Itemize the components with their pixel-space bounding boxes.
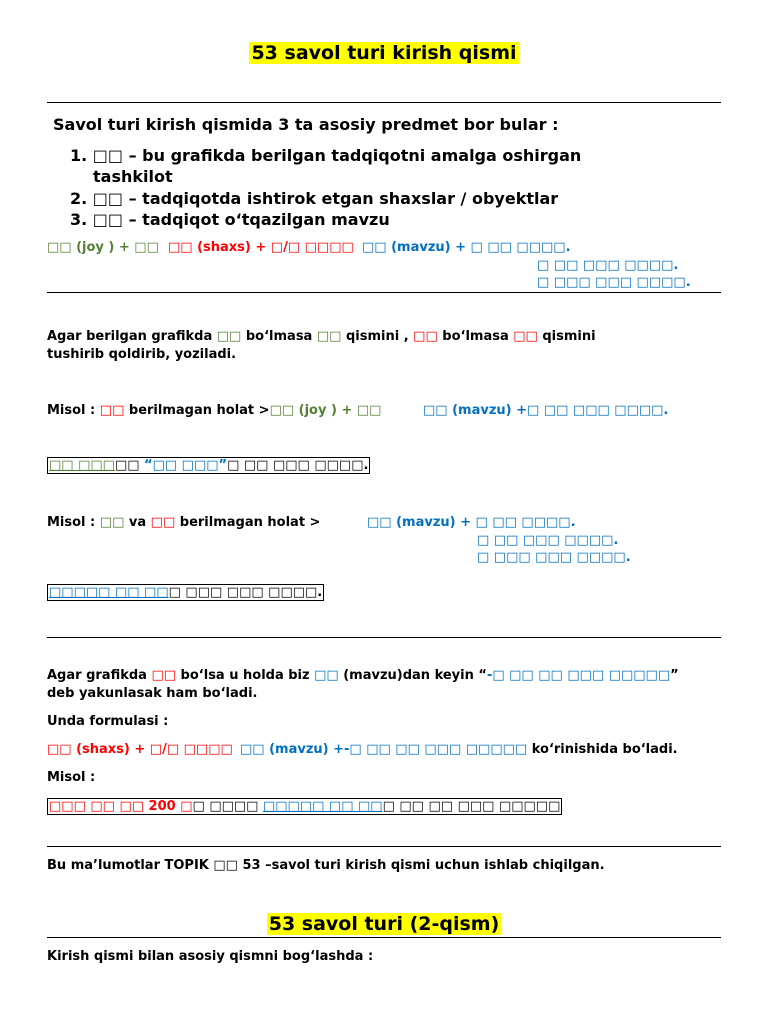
page-title: 53 savol turi kirish qismi [251,42,517,64]
example-2-alt1: □ □□ □□□ □□□□. [477,533,619,548]
example-sentence-box-1: □□ □□□□□ “□□ □□□”□ □□ □□□ □□□□. [49,458,369,473]
example-1: Misol : □□ berilmagan holat >□□ (joy ) + □□ [47,403,382,418]
divider [47,102,721,103]
intro-text: Savol turi kirish qismida 3 ta asosiy predmet bor bular : [53,115,559,134]
example-1-mavzu: □□ (mavzu) +□ □□ □□□ □□□□. [423,403,669,418]
divider [47,292,721,293]
example-sentence-box-3: □□□ □□ □□ 200 □□ □□□□ □□□□□ □□ □□□ □□ □□ □□□ □□□□□ [49,799,561,814]
paragraph-2: Agar grafikda □□ bo‘lsa u holda biz □□ (mavzu)dan keyin “-□ □□ □□ □□□ □□□□□” [47,668,679,683]
list-item-2: 2. □□ – tadqiqotda ishtirok etgan shaxslar / obyektlar [70,189,559,208]
last-line: Kirish qismi bilan asosiy qismni bog‘lashda : [47,949,374,964]
example-sentence-box-2: □□□□□ □□ □□□ □□□ □□□ □□□□. [49,585,323,600]
paragraph-1-line2: tushirib qoldirib, yoziladi. [47,347,237,362]
example-2-alt2: □ □□□ □□□ □□□□. [477,550,631,565]
formula-label: Unda formulasi : [47,714,169,729]
example-2-mavzu: □□ (mavzu) + □ □□ □□□□. [367,515,576,530]
formula1-alt1: □ □□ □□□ □□□□. [537,258,679,273]
divider [47,937,721,938]
formula1-mavzu: □□ (mavzu) + □ □□ □□□□. [362,240,571,255]
divider [47,846,721,847]
formula2-shaxs: □□ (shaxs) + □/□ □□□□ [47,742,233,757]
list-item-3: 3. □□ – tadqiqot o‘tqazilgan mavzu [70,210,390,229]
list-item-1: 1. □□ – bu grafikda berilgan tadqiqotni amalga oshirgan [70,146,582,165]
formula1-shaxs: □□ (shaxs) + □/□ □□□□ [168,240,354,255]
misol-label: Misol : [47,770,96,785]
section-title: 53 savol turi (2-qism) [268,913,500,935]
list-item-1-cont: tashkilot [93,167,173,186]
footer-note: Bu ma’lumotlar TOPIK □□ 53 –savol turi kirish qismi uchun ishlab chiqilgan. [47,858,605,873]
paragraph-2-line2: deb yakunlasak ham bo‘ladi. [47,686,258,701]
formula2-mavzu-line: □□ (mavzu) +-□ □□ □□ □□□ □□□□□ ko‘rinishida bo‘ladi. [240,742,678,757]
page-title-wrap [0,42,768,64]
paragraph-1: Agar berilgan grafikda □□ bo‘lmasa □□ qismini , □□ bo‘lmasa □□ qismini [47,329,596,344]
formula1-joy: □□ (joy ) + □□ [47,240,159,255]
formula1-alt2: □ □□□ □□□ □□□□. [537,275,691,290]
divider [47,637,721,638]
example-2: Misol : □□ va □□ berilmagan holat > [47,515,321,530]
section-title-wrap [0,913,768,935]
